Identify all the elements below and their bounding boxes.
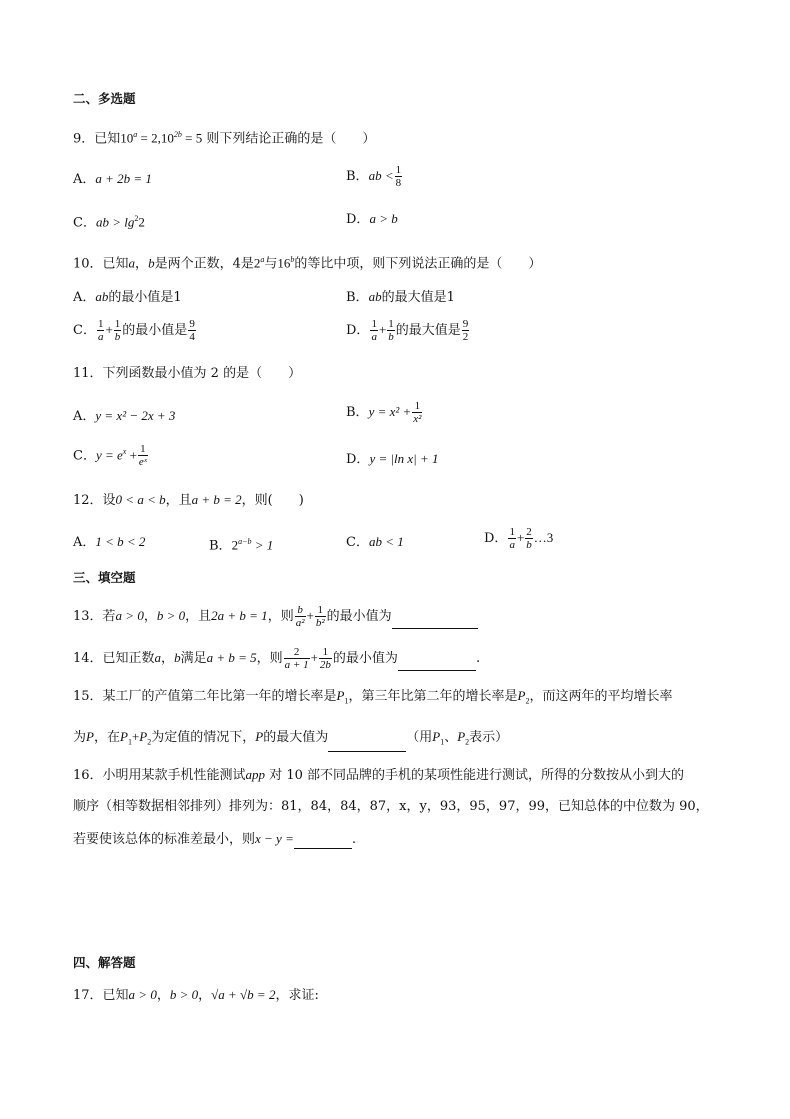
q14-end: . [475,651,481,666]
q14-frac2 [319,646,332,671]
q11-option-c-label: C． [73,448,96,464]
q11-option-d [346,450,439,469]
q10-c-frac2 [114,318,122,343]
question-14: 14．已知正数a，b满足a + b = 5，则 $\frac{2}{a + 1}$ + $\frac{1}{2b}$ 的最小值为 . [73,646,481,671]
q15-note-p2: P [457,729,466,744]
question-11-stem: 11．下列函数最小值为 2 的是（ ） [73,366,302,381]
q13-frac2-num: 1 [315,604,326,617]
q15-text-g: 的最大值为 [263,730,329,745]
question-16-line-3 [73,830,356,849]
q10-var-b: b [148,255,155,271]
q17-tail: ，求证: [275,988,319,1003]
q12-cond1: 0 < a < b [115,492,166,507]
q10-option-b-label: B． [346,290,369,305]
q10-option-d-label: D． [346,323,370,338]
q11-option-a-text: y = x² − 2x + 3 [95,408,176,423]
q13-answer-blank[interactable] [392,614,478,629]
q13-cond1: a > 0 [115,608,144,623]
q12-option-d: D． $\frac{1}{a}$ + $\frac{2}{b}$ …3 [484,526,554,551]
section-heading-multi-choice: 二、多选题 [73,91,136,106]
q9-eq-mid: = 2,10 [137,130,174,146]
q9-option-d-label: D． [346,212,370,227]
q9-option-c [73,210,145,232]
q12-stem-text: 12．设 [73,493,116,508]
q17-cond3: √a + √b = 2 [211,987,276,1002]
q10-stem-mid: 是两个正数，4是 [154,256,254,272]
q10-d-frac1-den: a [371,331,377,343]
q12-tail: ，则( ) [241,493,304,508]
q10-pow2-exp: b [290,255,295,264]
q13-cond2: b > 0 [156,608,186,623]
q9-tail: 则下列结论正确的是（ ） [206,131,376,147]
question-15-line-1 [73,687,672,711]
q10-d-frac1-num: 1 [371,318,377,330]
q12-option-b-base: 2 [231,537,239,553]
q11-option-c [73,443,149,468]
q15-note-p1: P [432,729,441,744]
q10-c-value-den: 4 [189,331,195,343]
q11-option-d-label: D． [346,452,370,467]
q15-p2: P [517,688,526,703]
q9-option-b-text: ab < [368,168,394,183]
q16-text-c: 若要使该总体的标准差最小，则 [73,832,256,847]
q12-d-frac2 [525,526,533,551]
q13-frac1-den: a² [295,617,305,629]
q16-text-b: 对 10 部不同品牌的手机的某项性能进行测试，所得的分数按从小到大的 [269,768,684,783]
q12-option-a-text: 1 < b < 2 [95,534,146,549]
q9-eq-sup-a: a [133,130,138,139]
question-16-line-1 [73,766,684,785]
q10-option-b-text: 的最大值是1 [381,290,455,305]
q12-d-frac1 [508,526,516,551]
q9-option-d [346,210,398,229]
q9-option-c-label: C． [73,215,96,231]
q14-tail: 的最小值为 [332,651,398,666]
q12-option-d-label: D． [484,531,508,546]
q9-eq-sup-b: 2b [173,130,182,139]
q12-option-b-tail: > 1 [251,537,274,553]
q10-stem-text: 10．已知 [73,256,129,272]
q10-option-b-ab: ab [368,289,382,304]
q11-option-b [346,400,423,425]
q10-pow2-base: 16 [277,255,291,271]
q10-d-frac2 [387,318,395,343]
q15-answer-blank[interactable] [328,737,406,752]
q10-c-plus: + [105,322,113,337]
q12-d-frac1-num: 1 [509,526,515,538]
q14-stem-text: 14．已知正数 [73,651,155,666]
q11-option-b-fraction [412,400,422,425]
q9-option-b-fraction [395,164,403,189]
q12-d-frac2-den: b [526,539,532,551]
section-heading-answer: 四、解答题 [73,955,136,970]
q14-sep1: 满足 [180,651,207,666]
q15-note-p2-sub: 2 [465,737,470,747]
q10-sep: ， [135,256,149,272]
q11-option-d-text: y = |ln x| + 1 [369,451,439,466]
q15-text-d: 为 [73,730,87,745]
q10-d-frac1 [370,318,378,343]
q10-c-frac1 [97,318,105,343]
q14-cond: a + b = 5 [206,650,257,665]
q13-frac2 [315,604,326,629]
q15-p: P [86,729,94,744]
q11-option-c-fraction [138,443,148,468]
q12-cond2: a + b = 2 [191,492,242,507]
q10-option-a-text: 的最小值是1 [108,290,182,305]
q10-tail: 的等比中项，则下列说法正确的是（ ） [294,256,542,272]
q15-sum-p1: P [119,729,128,744]
q11-b-den: x² [413,413,422,425]
q10-c-frac1-den: a [97,331,104,343]
q14-frac1-num: 2 [284,646,310,659]
q10-option-a [73,288,182,307]
q10-option-b [346,288,455,307]
q9-b-den: 8 [395,177,402,189]
q15-text-e: ，在 [93,730,120,745]
q14-frac1-den: a + 1 [284,659,309,671]
q11-option-c-text: y = e [95,447,123,463]
q14-var-a: a [154,650,162,665]
q12-d-frac1-den: a [509,539,515,551]
q9-eq-base: 10 [120,130,134,146]
q17-stem-text: 17．已知 [73,988,129,1003]
q12-option-b [209,533,273,555]
q15-text-f: 为定值的情况下， [151,730,256,745]
q9-option-d-text: a > b [369,211,398,226]
q11-option-b-label: B． [346,405,369,420]
q13-frac1 [295,604,306,629]
q9-option-a [73,170,152,189]
q17-cond1: a > 0 [128,987,157,1002]
q10-and: 与 [264,256,278,272]
q10-c-frac2-den: b [114,331,121,343]
q10-c-frac2-num: 1 [114,318,121,330]
question-16-line-2: 顺序（相等数据相邻排列）排列为：81，84，84，87，x，y，93，95，97，99，已知总体的中位数为 90， [73,799,709,814]
q16-text-a: 16．小明用某款手机性能测试 [73,768,246,783]
q15-sum-p1-sub: 1 [127,737,132,747]
q10-option-d-text: 的最大值是 [395,323,461,338]
q13-frac2-den: b² [315,617,325,629]
q15-text-i: 、 [444,730,458,745]
q14-frac2-den: 2b [319,659,331,671]
q17-sep1: ， [156,988,170,1003]
q16-app: app [245,767,266,782]
question-12-stem [73,491,304,510]
q9-option-c-text: ab > lg [95,214,135,230]
q13-sep2: ，且 [185,609,212,624]
q11-b-num: 1 [412,400,422,413]
q16-expr: x − y = [255,831,294,846]
q12-option-c [346,533,404,552]
q15-note-p1-sub: 1 [440,737,445,747]
question-10-stem [73,251,541,273]
q14-answer-blank[interactable] [398,656,476,671]
q9-option-a-text: a + 2b = 1 [95,171,152,186]
q10-c-value-num: 9 [189,318,195,330]
q9-stem-text: 9．已知 [73,131,121,147]
q15-p-2: P [255,729,264,744]
q15-text-a: 15．某工厂的产值第二年比第一年的增长率是 [73,689,337,704]
q9-option-b [346,164,403,189]
q11-option-a [73,407,175,426]
q15-sum-p2-sub: 2 [147,737,152,747]
q10-option-c [73,318,197,343]
question-9-stem [73,126,375,148]
q10-d-plus: + [378,322,387,337]
q10-option-a-ab: ab [95,289,109,304]
q13-stem-text: 13．若 [73,609,116,624]
q11-c-num: 1 [138,443,148,456]
q13-cond3: 2a + b = 1 [211,608,268,623]
q10-d-value-num: 9 [462,318,469,330]
q15-text-c: ，而这两年的平均增长率 [529,689,673,704]
q12-option-b-label: B． [209,538,232,554]
q12-option-b-sup: a−b [238,537,252,546]
q12-option-d-tail: …3 [533,530,554,545]
question-17 [73,986,319,1005]
q15-text-j: 表示） [469,730,509,745]
q10-d-frac2-num: 1 [388,318,394,330]
q10-c-value [188,318,196,343]
q10-option-c-text: 的最小值是 [122,323,188,338]
q17-sep2: ， [198,988,212,1003]
q9-b-num: 1 [395,164,402,176]
q11-option-b-text: y = x² + [368,404,412,419]
q15-p1-sub: 1 [344,696,349,706]
q12-d-frac2-num: 2 [526,526,532,538]
q12-option-c-text: ab < 1 [368,534,404,549]
q15-p1: P [336,688,345,703]
q16-answer-blank[interactable] [294,834,352,849]
q11-option-c-sup: x [122,447,127,456]
q9-option-c-tail: 2 [138,214,145,230]
q17-cond2: b > 0 [169,987,199,1002]
q15-sum-p2: P [139,729,148,744]
q11-option-a-label: A． [73,409,96,424]
q14-var-b: b [174,650,181,665]
q15-p2-sub: 2 [525,696,530,706]
q9-option-c-sup: 2 [134,214,139,223]
q10-d-value [462,318,470,343]
q10-d-value-den: 2 [462,331,469,343]
q9-option-b-label: B． [346,169,369,184]
q9-eq-end: = 5 [181,130,203,146]
q15-text-b: ，第三年比第二年的增长率是 [348,689,518,704]
q12-option-a-label: A． [73,535,96,550]
q11-option-c-plus: + [126,447,137,463]
q10-pow1-exp: a [260,255,265,264]
q11-c-den: eˣ [138,456,147,469]
q10-c-frac1-num: 1 [97,318,104,330]
q9-option-a-label: A． [73,172,96,187]
q12-stem-mid: ，且 [165,493,192,508]
q13-sep1: ， [143,609,157,624]
q14-sep2: ，则 [256,651,283,666]
q14-frac2-num: 1 [319,646,332,659]
q14-frac1 [284,646,310,671]
q13-tail: 的最小值为 [326,609,392,624]
q10-d-frac2-den: b [388,331,394,343]
q16-end: . [351,832,356,847]
q14-comma: ， [161,651,175,666]
q12-option-a [73,533,145,552]
q10-pow1-base: 2 [253,255,261,271]
q13-sep3: ，则 [267,609,294,624]
section-heading-fill-in: 三、填空题 [73,570,136,585]
q13-frac1-num: b [295,604,306,617]
q10-option-c-label: C． [73,323,96,338]
q15-text-h: （用 [406,730,433,745]
question-15-line-2: 为P，在$P_1+P_2$为定值的情况下，P的最大值为 （用$P_1$、$P_2$表示） [73,728,508,752]
q10-var-a: a [128,255,136,271]
q12-option-c-label: C． [346,535,369,550]
question-13: 13．若a > 0，b > 0，且2a + b = 1，则 $\frac{b}{\text{a²}}$ + $\frac{1}{\text{b²}}$ 的最小值为 [73,604,478,629]
q10-option-d [346,318,470,343]
q10-option-a-label: A． [73,290,96,305]
